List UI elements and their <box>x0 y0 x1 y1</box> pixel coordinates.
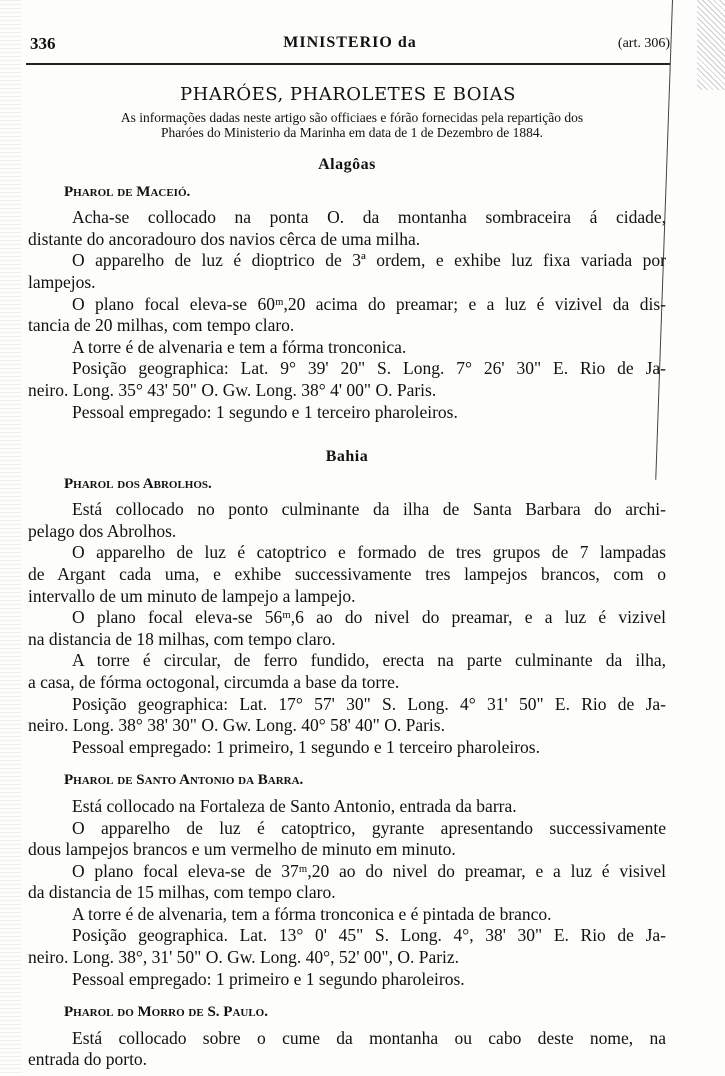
text-line: neiro. Long. 38° 38' 30" O. Gw. Long. 40° 58' 40" O. Paris. <box>28 715 445 736</box>
paragraph <box>28 694 666 737</box>
header-rule <box>26 63 670 65</box>
lighthouse-name: Pharol dos Abrolhos. <box>64 475 212 492</box>
paragraph <box>28 818 666 861</box>
text-line: Pessoal empregado: 1 primeiro, 1 segundo e 1 terceiro pharoleiros. <box>72 736 540 757</box>
paragraph <box>28 737 666 759</box>
page-number: 336 <box>30 34 56 53</box>
lighthouse-entry <box>28 770 666 990</box>
paragraph <box>28 607 666 650</box>
text-line: entrada do porto. <box>28 1049 148 1070</box>
text-line: Está collocado na Fortaleza de Santo Antonio, entrada da barra. <box>72 795 517 816</box>
text-line: intervallo de um minuto de lampejo a lampejo. <box>28 585 356 606</box>
text-line: Está collocado no ponto culminante da ilha de Santa Barbara do archi- <box>72 499 666 520</box>
paragraph <box>28 796 666 818</box>
running-title: MINISTERIO da <box>283 34 417 51</box>
article-reference: (art. 306) <box>617 36 670 51</box>
scan-noise-right <box>697 0 725 90</box>
text-line: Posição geographica: Lat. 9° 39' 20" S. Long. 7° 26' 30" E. Rio de Ja- <box>72 358 666 379</box>
paragraph <box>28 250 666 293</box>
text-line: dous lampejos brancos e um vermelho de minuto em minuto. <box>28 839 456 860</box>
intro-line: As informações dadas neste artigo são officiaes e fórão fornecidas pela repartição dos <box>120 110 584 125</box>
lighthouse-name: Pharol de Santo Antonio da Barra. <box>64 772 304 789</box>
running-header <box>30 34 670 58</box>
text-line: Posição geographica: Lat. 17° 57' 30" S. Long. 4° 31' 50" E. Rio de Ja- <box>72 693 666 714</box>
text-line: neiro. Long. 38°, 31' 50" O. Gw. Long. 40°, 52' 00", O. Pariz. <box>28 947 460 968</box>
lighthouse-entry <box>28 182 666 424</box>
paragraph <box>28 402 666 424</box>
region-heading: Bahia <box>325 448 369 465</box>
paragraph <box>28 925 666 968</box>
paragraph <box>28 337 666 359</box>
text-line: O apparelho de luz é catoptrico, gyrante apresentando successivamente <box>72 817 666 838</box>
lighthouse-name: Pharol do Morro de S. Paulo. <box>64 1004 268 1021</box>
text-line: Pessoal empregado: 1 primeiro e 1 segundo pharoleiros. <box>72 968 465 989</box>
text-line: O plano focal eleva-se 56ᵐ,6 ao do nivel do preamar, e a luz é vizivel <box>72 607 666 628</box>
lighthouse-entry <box>28 1002 666 1071</box>
text-line: neiro. Long. 35° 43' 50" O. Gw. Long. 38° 4' 00" O. Paris. <box>28 379 437 400</box>
section-bahia <box>28 446 666 1071</box>
page-title: PHARÓES, PHAROLETES E BOIAS <box>180 84 516 105</box>
text-line: a casa, de fórma octogonal, circumda a base da torre. <box>28 671 400 692</box>
text-line: de Argant cada uma, e exhibe successivamente tres lampejos brancos, com o <box>28 563 666 584</box>
text-line: A torre é de alvenaria, tem a fórma tronconica e é pintada de branco. <box>72 903 552 924</box>
paragraph <box>28 969 666 991</box>
region-heading: Alagôas <box>318 156 376 173</box>
text-line: distante do ancoradouro dos navios cêrca de uma milha. <box>28 228 421 249</box>
text-line: na distancia de 18 milhas, com tempo claro. <box>28 628 336 649</box>
text-line: Está collocado sobre o cume da montanha ou cabo deste nome, na <box>72 1027 666 1048</box>
scan-noise-left <box>0 0 22 1076</box>
paragraph <box>28 358 666 401</box>
text-line: O plano focal eleva-se de 37ᵐ,20 ao do nivel do preamar, e a luz é visivel <box>72 860 666 881</box>
paragraph <box>28 207 666 250</box>
text-line: A torre é de alvenaria e tem a fórma tronconica. <box>72 336 407 357</box>
paragraph <box>28 542 666 607</box>
paragraph <box>28 861 666 904</box>
paragraph <box>28 904 666 926</box>
text-line: A torre é circular, de ferro fundido, erecta na parte culminante da ilha, <box>72 650 666 671</box>
lighthouse-name: Pharol de Maceió. <box>64 183 191 200</box>
text-line: pelago dos Abrolhos. <box>28 520 177 541</box>
paragraph <box>28 650 666 693</box>
text-line: O apparelho de luz é catoptrico e formado de tres grupos de 7 lampadas <box>72 542 666 563</box>
paragraph <box>28 499 666 542</box>
text-line: O plano focal eleva-se 60ᵐ,20 acima do preamar; e a luz é vizivel da dis- <box>72 293 666 314</box>
section-alagoas <box>28 154 666 423</box>
text-line: Acha-se collocado na ponta O. da montanha sombraceira á cidade, <box>72 207 666 228</box>
text-line: Posição geographica. Lat. 13° 0' 45" S. Long. 4°, 38' 30" E. Rio de Ja- <box>72 925 666 946</box>
lighthouse-entry <box>28 474 666 759</box>
paragraph <box>28 294 666 337</box>
paragraph <box>28 1028 666 1071</box>
intro-line: Pharóes do Ministerio da Marinha em data de 1 de Dezembro de 1884. <box>160 125 543 140</box>
intro-note <box>26 110 678 140</box>
text-line: tancia de 20 milhas, com tempo claro. <box>28 315 295 336</box>
text-line: O apparelho de luz é dioptrico de 3ª ordem, e exhibe luz fixa variada por <box>72 250 666 271</box>
text-line: da distancia de 15 milhas, com tempo claro. <box>28 882 336 903</box>
text-line: Pessoal empregado: 1 segundo e 1 terceiro pharoleiros. <box>72 401 458 422</box>
text-line: lampejos. <box>28 271 96 292</box>
